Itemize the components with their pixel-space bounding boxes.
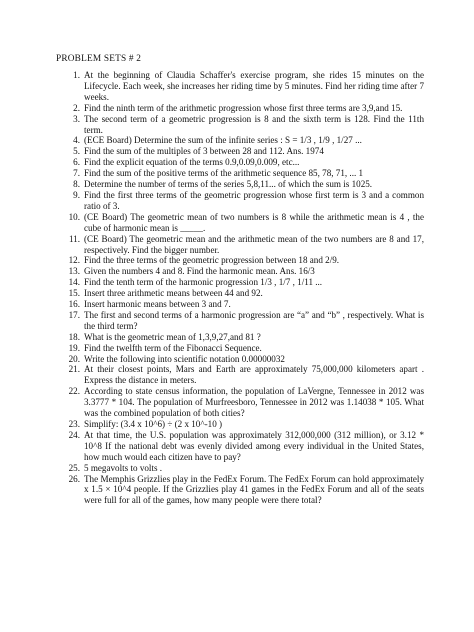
problem-text: 5 megavolts to volts . (84, 462, 163, 473)
problem-item (56, 386, 424, 419)
problem-item (56, 168, 424, 179)
problem-text: Insert three arithmetic means between 44 and 92. (84, 288, 263, 299)
problem-text: Find the sum of the positive terms of the arithmetic sequence 85, 78, 71, ... 1 (84, 168, 364, 179)
page-title: PROBLEM SETS # 2 (56, 54, 142, 64)
problem-item (56, 266, 424, 277)
problem-text: Write the following into scientific notation 0.00000032 (84, 353, 285, 364)
problem-number: 2. (73, 102, 80, 113)
problem-number: 12. (68, 255, 80, 266)
problem-number: 8. (73, 179, 80, 190)
problem-item (56, 364, 424, 386)
problem-text: According to state census information, the population of LaVergne, Tennessee in 2012 was 3.3777 * 104. The population of Murfreesboro, Tennessee in 2012 was 1.14038 * 105. What was the combined population of both cities? (84, 386, 424, 419)
problem-text: (CE Board) The geometric mean of two numbers is 8 while the arithmetic mean is 4 , the cube of harmonic mean is _____. (84, 211, 424, 233)
problem-number: 13. (68, 266, 80, 277)
problem-item (56, 299, 424, 310)
problem-item (56, 354, 424, 365)
problem-item (56, 103, 424, 114)
problem-number: 20. (68, 353, 80, 364)
problem-text: Given the numbers 4 and 8. Find the harmonic mean. Ans. 16/3 (84, 266, 315, 277)
problem-text: What is the geometric mean of 1,3,9,27,and 81 ? (84, 331, 261, 342)
problem-item (56, 114, 424, 136)
problem-item (56, 310, 424, 332)
problem-text: Find the twelfth term of the Fibonacci Sequence. (84, 342, 262, 353)
problem-number: 3. (73, 113, 80, 124)
problem-number: 24. (68, 429, 80, 440)
problem-number: 11. (68, 233, 80, 244)
problem-number: 17. (68, 309, 80, 320)
problem-item (56, 212, 424, 234)
problem-number: 14. (68, 277, 80, 288)
problem-item (56, 146, 424, 157)
problem-number: 1. (73, 70, 80, 80)
problem-item (56, 332, 424, 343)
problem-text: Find the tenth term of the harmonic progression 1/3 , 1/7 , 1/11 ... (84, 277, 323, 288)
problem-item (56, 463, 424, 474)
problem-item (56, 157, 424, 168)
problem-text: The second term of a geometric progression is 8 and the sixth term is 128. Find the 11th term. (84, 113, 424, 135)
problem-text: Determine the number of terms of the series 5,8,11... of which the sum is 1025. (84, 179, 373, 190)
problem-list (56, 70, 424, 506)
problem-number: 15. (68, 288, 80, 299)
problem-number: 18. (68, 331, 80, 342)
problem-text: Find the explicit equation of the terms 0.9,0.09,0.009, etc... (84, 157, 300, 168)
problem-number: 19. (68, 342, 80, 353)
problem-text: (CE Board) The geometric mean and the arithmetic mean of the two numbers are 8 and 17, respectively. Find the bigger number. (84, 233, 424, 255)
problem-text: Simplify: (3.4 x 10^6) ÷ (2 x 10^-10 ) (84, 419, 223, 429)
problem-text: Find the three terms of the geometric progression between 18 and 2/9. (84, 255, 340, 266)
problem-text: Find the sum of the multiples of 3 between 28 and 112. Ans. 1974 (84, 146, 324, 157)
problem-number: 16. (68, 299, 80, 310)
problem-item (56, 343, 424, 354)
problem-number: 9. (73, 189, 80, 200)
problem-text: The first and second terms of a harmonic progression are “a” and “b” , respectively. What is the third term? (84, 309, 424, 331)
problem-text: Find the ninth term of the arithmetic progression whose first three terms are 3,9,and 15. (84, 102, 403, 113)
problem-number: 7. (73, 168, 80, 179)
problem-number: 25. (68, 462, 80, 473)
problem-number: 21. (68, 364, 80, 375)
problem-item (56, 179, 424, 190)
problem-item (56, 135, 424, 146)
problem-item (56, 474, 424, 507)
problem-text: At their closest points, Mars and Earth are approximately 75,000,000 kilometers apart . Express the distance in meters. (84, 364, 424, 386)
problem-number: 26. (68, 473, 80, 484)
problem-item (56, 277, 424, 288)
problem-item (56, 234, 424, 256)
problem-text: At that time, the U.S. population was approximately 312,000,000 (312 million), or 3.12 * 10^8 If the national debt was evenly divided among every individual in the United States, how much would each citizen have to pay? (84, 429, 424, 462)
problem-text: The Memphis Grizzlies play in the FedEx Forum. The FedEx Forum can hold approximately x 1.5 × 10^4 people. If the Grizzlies play 41 games in the FedEx Forum and all of the seats were full for all of the games, how many people were there total? (84, 473, 424, 506)
problem-text: At the beginning of Claudia Schaffer's exercise program, she rides 15 minutes on the Lifecycle. Each week, she increases her riding time by 5 minutes. Find her riding time after 7 weeks. (84, 70, 424, 102)
problem-item (56, 430, 424, 463)
problem-text: Find the first three terms of the geometric progression whose first term is 3 and a common ratio of 3. (84, 189, 424, 211)
problem-item (56, 288, 424, 299)
problem-item (56, 255, 424, 266)
problem-number: 10. (68, 211, 80, 222)
problem-item (56, 419, 424, 430)
problem-text: Insert harmonic means between 3 and 7. (84, 299, 231, 310)
problem-number: 6. (73, 157, 80, 168)
problem-number: 22. (68, 386, 80, 397)
problem-item (56, 190, 424, 212)
problem-number: 23. (68, 419, 80, 429)
problem-number: 5. (73, 146, 80, 157)
problem-number: 4. (73, 135, 80, 146)
problem-text: (ECE Board) Determine the sum of the infinite series : S = 1/3 , 1/9 , 1/27 ... (84, 135, 362, 146)
problem-item (56, 70, 424, 103)
